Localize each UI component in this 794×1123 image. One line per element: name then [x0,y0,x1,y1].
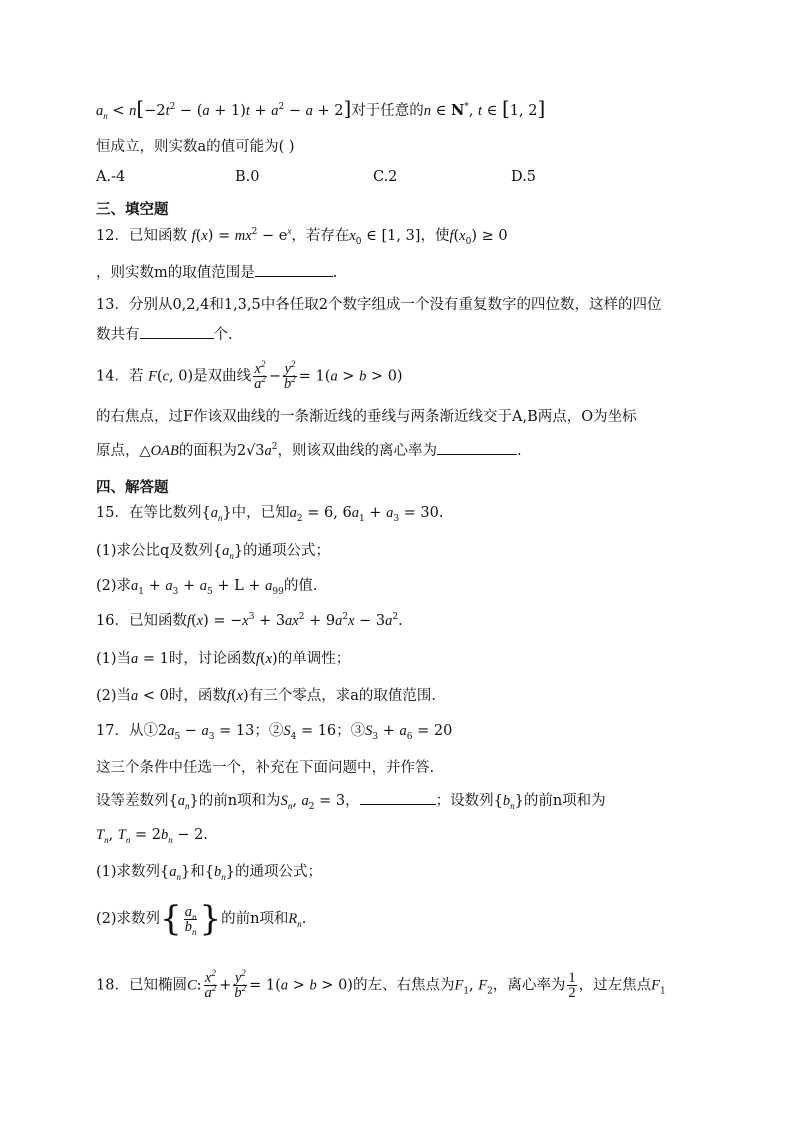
q15-text-a: 在等比数列 [128,505,202,521]
q16-part1-c: 的单调性； [277,651,351,667]
q17-part2-b: 的前n项和 [221,911,289,927]
section-solution-title: 四、解答题 [96,480,169,496]
q17-part1: (1)求数列$\{a_n\}$和$\{b_n\}$的通项公式； [96,864,322,882]
q14-number: 14． [96,368,129,385]
section-fill-in-title: 三、填空题 [96,202,169,218]
q14-end: . [517,443,522,459]
q12-answer-blank[interactable] [255,262,333,277]
q18-text-d: ，过左焦点 [578,977,652,994]
q17-sep: ；② [254,723,284,739]
q17-answer-blank[interactable] [360,790,436,805]
q15-part2-b: 的值. [283,578,318,594]
q16-line1: 16．已知函数$f(x) = -x^3 + 3ax^2 + 9a^2x - 3a^2$. [96,612,403,629]
q17-part1-a: (1)求数列 [96,864,161,880]
q17-frac-an-bn: $\frac{a_n}{b_n}$ [184,903,197,937]
q14-text-line3a: 原点， [96,443,140,459]
q14-text-line3b: 的面积为 [178,443,237,459]
q17-text-line3d: 的前n项和为 [523,793,606,809]
q17-number: 17． [96,723,129,739]
option-c: C.2 [373,169,398,185]
q13-number: 13． [96,297,129,313]
q12-text-c: ，使 [420,228,450,244]
q16-part2-c: 有三个零点，求a的取值范围. [248,688,436,704]
q16-number: 16． [96,613,129,629]
q16-part2-b: 时，函数 [168,688,227,704]
q15-part2: (2)求$a_1 + a_3 + a_5 + L + a_{99}$的值. [96,578,318,597]
q17-part2-a: (2)求数列 [96,911,161,927]
q18-number: 18． [96,977,129,994]
q18-text-c: ，离心率为 [492,977,566,994]
q17-sep2: ；③ [336,723,366,739]
q13-answer-blank[interactable] [140,324,214,339]
q18-line1: 18．已知椭圆C: $\frac{x^2}{a^2}$ + $\frac{y^2}{b^2}$ = 1(a > b > 0)的左、右焦点为$F_1$, $F_2$，离心率为 $\frac{1}{2}$ ，过左焦点$F_1$ [96,968,666,1001]
option-a: A.-4 [96,169,126,185]
q16-text-a: 已知函数 [128,613,187,629]
q14-frac-x: $\frac{x^2}{a^2}$ [254,359,266,392]
q12-text-line2: ，则实数m的取值范围是 [96,265,255,281]
q11-question-line: 恒成立，则实数a的值可能为( ) [96,139,295,155]
q16-part2: (2)当a < 0时，函数f(x)有三个零点，求a的取值范围. [96,688,436,704]
q12-line1: 12．已知函数 $f(x) = mx^2 - e^x$，若存在$x_0$ ∈ [1, 3]，使$f(x_0) \ge 0$ [96,226,508,247]
q17-line1: 17．从$①2a_5 - a_3 = 13$；$②S_4 = 16$；$③S_3 + a_6 = 20$ [96,723,453,742]
q12-number: 12． [96,228,129,244]
q18-frac-y: $\frac{y^2}{b^2}$ [234,968,247,1001]
q16-part1: (1)当a = 1时，讨论函数f(x)的单调性； [96,651,351,667]
q11-inequality-line: $a_n < n[-2t^2 - (a + 1)t + a^2 - a + 2]$对于任意的n ∈ N*, t ∈ [1, 2] [96,96,546,121]
q17-text-line3b: 的前n项和为 [198,793,281,809]
q15-number: 15． [96,505,129,521]
q18-text-b: 的左、右焦点为 [352,977,455,994]
q16-part2-a: (2)当 [96,688,132,704]
q15-part1-b: 的通项公式； [243,543,331,559]
q14-text-line3c: ，则该双曲线的离心率为 [277,443,438,459]
q12-end: . [332,265,338,281]
q17-text-line3a: 设等差数列 [96,793,169,809]
q12-line2 [96,262,337,283]
q15-line1: 15．在等比数列$\{a_n\}$中，已知$a_2 = 6$, $6a_1 + a_3 = 30$. [96,505,444,524]
q15-text-b: 中，已知 [231,505,290,521]
q17-part1-c: 的通项公式； [234,864,322,880]
q14-answer-blank[interactable] [437,440,517,455]
q13-line2 [96,324,233,345]
q13-text-line2b: 个. [213,327,233,343]
q15-part1: (1)求公比q及数列$\{a_n\}$的通项公式； [96,543,331,561]
q17-part1-b: 和 [190,864,205,880]
q14-text-b: 是双曲线 [193,368,252,385]
q17-line4: $T_n$, $T_n = 2b_n - 2$. [96,827,208,845]
q13-text-line1: 分别从0,2,4和1,3,5中各任取2个数字组成一个没有重复数字的四位数，这样的四位 [128,297,662,313]
q14-frac-y: $\frac{y^2}{b^2}$ [284,359,296,392]
q14-line1: 14．若 F(c, 0)是双曲线 $\frac{x^2}{a^2}$ − $\frac{y^2}{b^2}$ = 1(a > b > 0) [96,359,403,392]
q14-line3: 原点，△OAB的面积为$2√3a^2$，则该双曲线的离心率为 . [96,440,522,461]
q17-line3: 设等差数列$\{a_n\}$的前n项和为$S_n$, $a_2 = 3$， ；设数列$\{b_n\}$的前n项和为 [96,790,606,811]
q18-frac-half: $\frac{1}{2}$ [568,970,576,1001]
q15-part2-a: (2)求 [96,578,132,594]
q18-frac-x: $\frac{x^2}{a^2}$ [204,968,217,1001]
q16-part1-b: 时，讨论函数 [168,651,256,667]
q14-line2: 的右焦点，过F作该双曲线的一条渐近线的垂线与两条渐近线交于A,B两点，O为坐标 [96,409,637,425]
q18-text-a: 已知椭圆 [128,977,187,994]
q15-part1-a: (1)求公比q及数列 [96,543,213,559]
option-b: B.0 [235,169,260,185]
q17-text-a: 从① [128,723,158,739]
q12-text-a: 已知函数 [128,228,187,244]
q13-line1 [96,295,661,315]
q13-text-line2a: 数共有 [96,327,140,343]
q12-text-b: ，若存在 [291,228,350,244]
q11-ineq-text: 对于任意的 [351,103,424,119]
q14-text-a: 若 [128,368,144,385]
q17-part2: (2)求数列{ $\frac{a_n}{b_n}$ }的前n项和$R_n$. [96,899,307,939]
q16-part1-a: (1)当 [96,651,132,667]
option-d: D.5 [511,169,536,185]
q17-line2: 这三个条件中任选一个，补充在下面问题中，并作答. [96,760,435,776]
q17-text-line3c: ；设数列 [435,793,494,809]
